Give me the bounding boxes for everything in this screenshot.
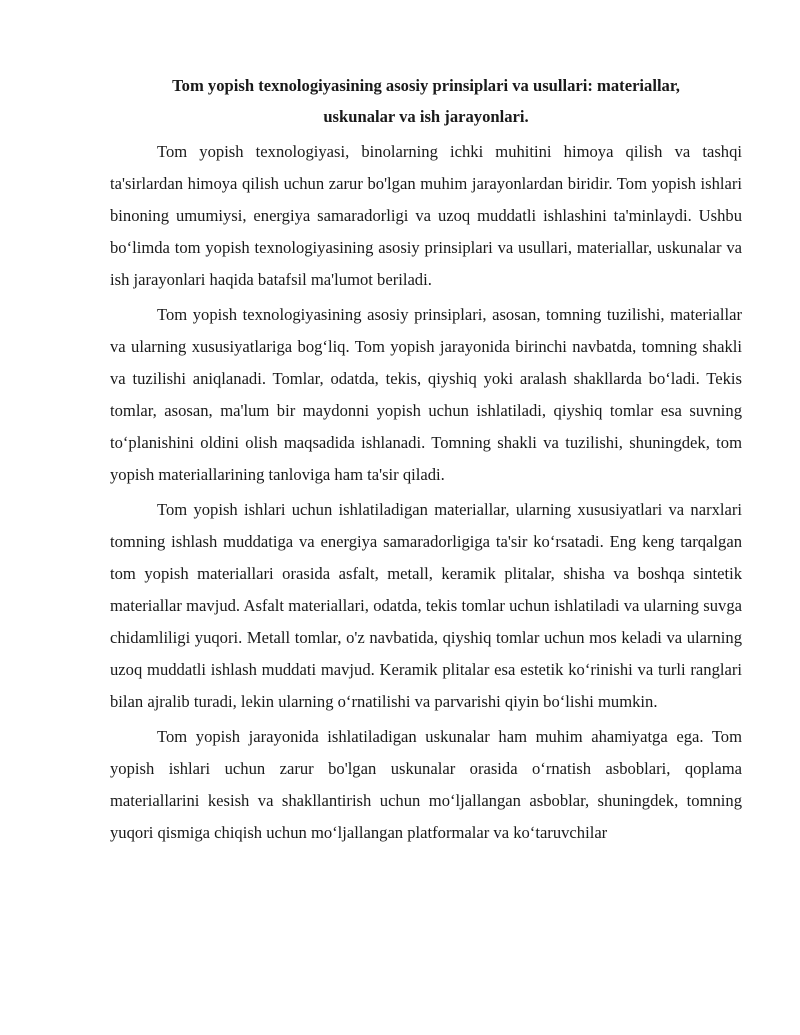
title-line-2: uskunalar va ish jarayonlari. bbox=[323, 107, 529, 126]
paragraph-2: Tom yopish texnologiyasining asosiy prinsiplari, asosan, tomning tuzilishi, materiallar va ularning xususiyatlariga bog‘liq. Tom yopish jarayonida birinchi navbatda, tomning shakli va tuzilishi aniqlanadi. Tomlar, odatda, tekis, qiyshiq yoki aralash shakllarda bo‘ladi. Tekis tomlar, asosan, ma'lum bir maydonni yopish uchun ishlatiladi, qiyshiq tomlar esa suvning to‘planishini oldini olish maqsadida ishlanadi. Tomning shakli va tuzilishi, shuningdek, tom yopish materiallarining tanloviga ham ta'sir qiladi. bbox=[110, 305, 742, 484]
paragraph-3: Tom yopish ishlari uchun ishlatiladigan materiallar, ularning xususiyatlari va narxlari tomning ishlash muddatiga va energiya samaradorligiga ta'sir ko‘rsatadi. Eng keng tarqalgan tom yopish materiallari orasida asfalt, metall, keramik plitalar, shisha va boshqa sintetik materiallar mavjud. Asfalt materiallari, odatda, tekis tomlar uchun ishlatiladi va ularning suvga chidamliligi yuqori. Metall tomlar, o'z navbatida, qiyshiq tomlar uchun mos keladi va ularning uzoq muddatli ishlash muddati mavjud. Keramik plitalar esa estetik ko‘rinishi va turli ranglari bilan ajralib turadi, lekin ularning o‘rnatilishi va parvarishi qiyin bo‘lishi mumkin. bbox=[110, 500, 742, 711]
document-page bbox=[110, 70, 742, 852]
document-title bbox=[110, 70, 742, 132]
title-line-1: Tom yopish texnologiyasining asosiy prinsiplari va usullari: materiallar, bbox=[172, 76, 680, 95]
paragraph-1: Tom yopish texnologiyasi, binolarning ichki muhitini himoya qilish va tashqi ta'sirlardan himoya qilish uchun zarur bo'lgan muhim jarayonlardan biridir. Tom yopish ishlari binoning umumiysi, energiya samaradorligi va uzoq muddatli ishlashini ta'minlaydi. Ushbu bo‘limda tom yopish texnologiyasining asosiy prinsiplari va usullari, materiallar, uskunalar va ish jarayonlari haqida batafsil ma'lumot beriladi. bbox=[110, 142, 742, 289]
paragraph-4: Tom yopish jarayonida ishlatiladigan uskunalar ham muhim ahamiyatga ega. Tom yopish ishlari uchun zarur bo'lgan uskunalar orasida o‘rnatish asboblari, qoplama materiallarini kesish va shakllantirish uchun mo‘ljallangan asboblar, shuningdek, tomning yuqori qismiga chiqish uchun mo‘ljallangan platformalar va ko‘taruvchilar bbox=[110, 727, 742, 842]
